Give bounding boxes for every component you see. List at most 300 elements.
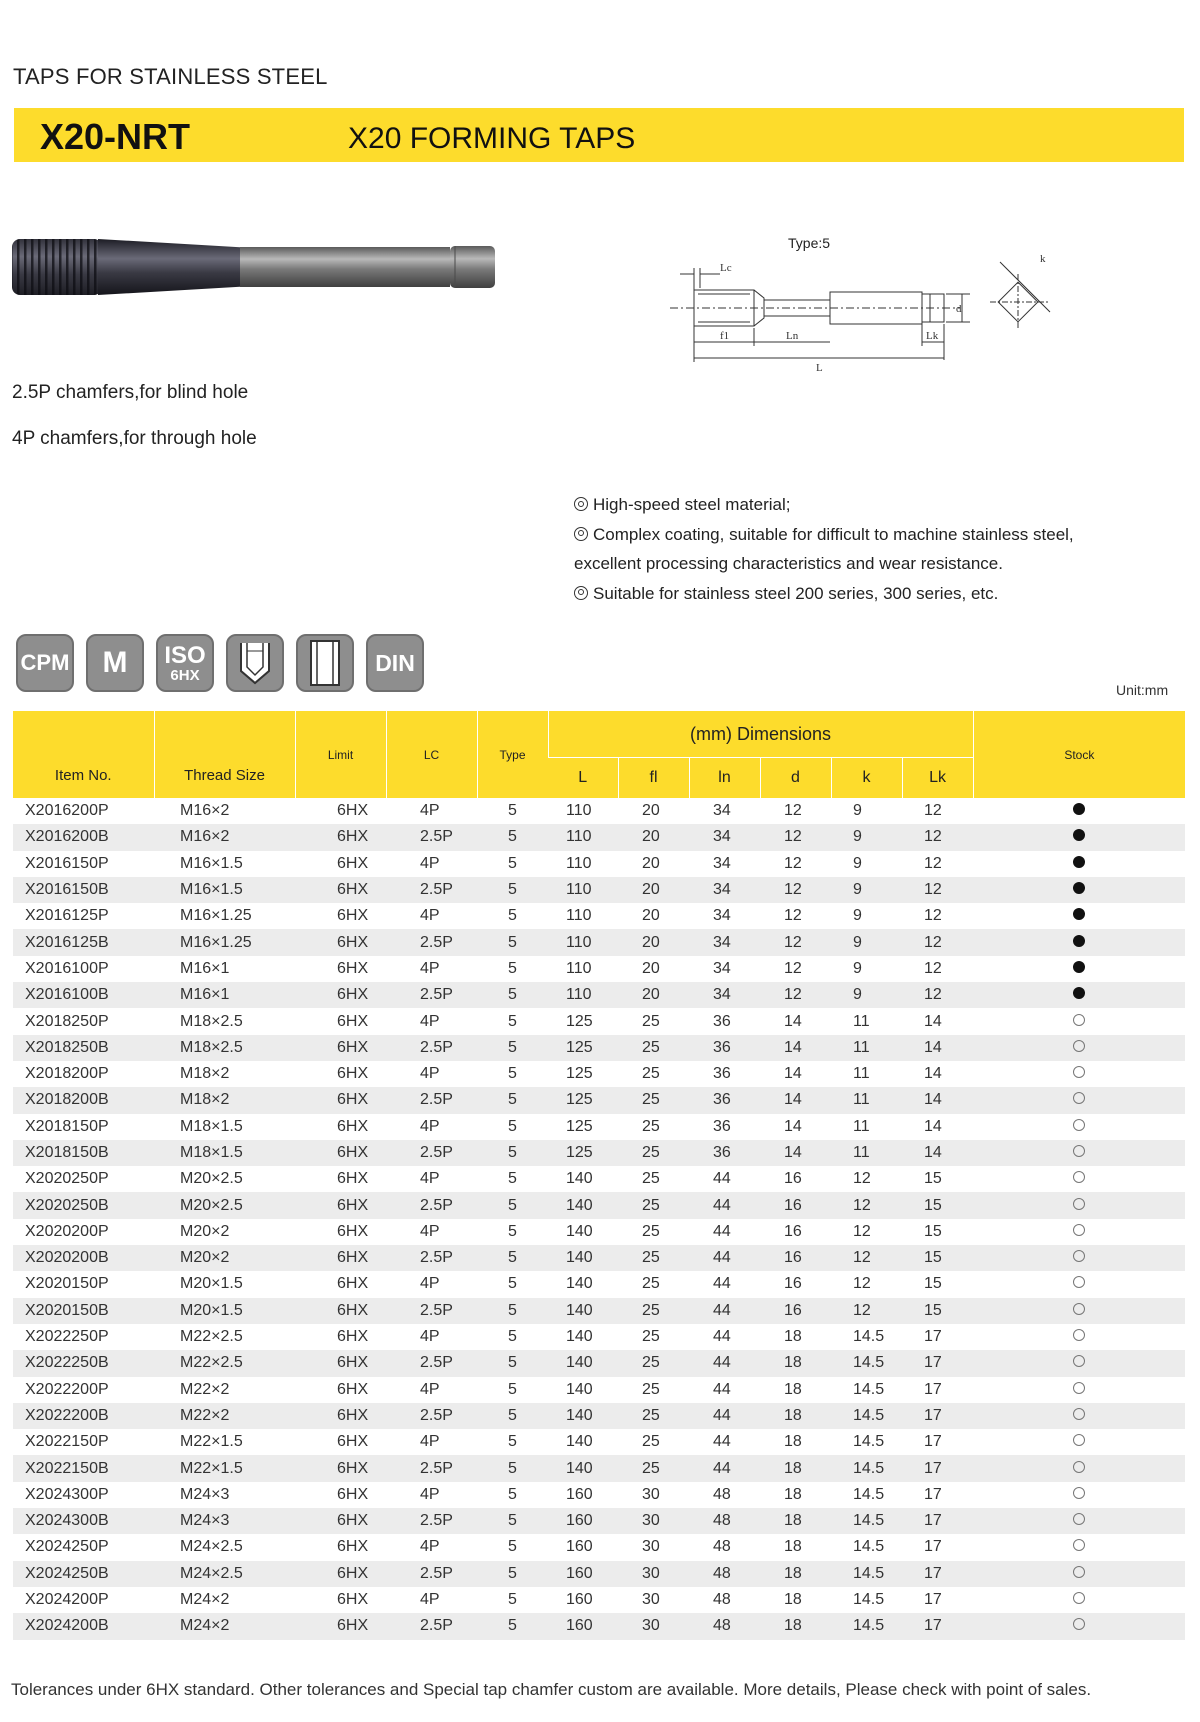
feature-text: High-speed steel material;	[593, 495, 791, 514]
cell-ln: 44	[713, 1222, 731, 1240]
out-of-stock-circle-icon	[1073, 1539, 1085, 1551]
col-d: d	[760, 758, 831, 799]
cell-d: 18	[760, 1455, 831, 1481]
cell-type: 5	[477, 929, 548, 955]
cell-lk: 12	[902, 877, 973, 903]
cell-limit: 6HX	[337, 1328, 369, 1346]
cell-k: 12	[853, 1222, 871, 1240]
cell-lk: 12	[924, 854, 942, 872]
cell-lc: 2.5P	[386, 1508, 477, 1534]
cell-lc: 4P	[420, 1117, 440, 1135]
out-of-stock-circle-icon	[1073, 1487, 1085, 1499]
cell-k: 9	[853, 802, 862, 820]
title-banner	[14, 108, 1184, 162]
out-of-stock-circle-icon	[1073, 1355, 1085, 1367]
cell-type: 5	[508, 854, 517, 872]
cell-fl: 30	[642, 1485, 660, 1503]
feature-text: Complex coating, suitable for difficult to machine stainless steel,	[593, 524, 1074, 544]
in-stock-dot-icon	[1073, 961, 1085, 973]
cell-limit: 6HX	[295, 1245, 386, 1271]
cell-d: 16	[784, 1275, 802, 1293]
cell-type: 5	[508, 959, 517, 977]
cell-type: 5	[477, 1561, 548, 1587]
in-stock-dot-icon	[1073, 882, 1085, 894]
cell-item-no: X2018250P	[25, 1012, 109, 1030]
cell-d: 16	[784, 1222, 802, 1240]
diagram-label-d: d	[956, 303, 962, 315]
in-stock-dot-icon	[1073, 856, 1085, 868]
cell-l: 140	[548, 1192, 618, 1218]
cell-type: 5	[508, 1117, 517, 1135]
cell-lc: 4P	[420, 1065, 440, 1083]
cell-limit: 6HX	[337, 1117, 369, 1135]
cell-ln: 44	[713, 1380, 731, 1398]
cell-item-no: X2016150P	[25, 854, 109, 872]
col-k: k	[831, 758, 902, 799]
table-row	[13, 1377, 1185, 1403]
cell-fl: 30	[618, 1561, 689, 1587]
cell-item-no: X2024300P	[25, 1485, 109, 1503]
cell-ln: 48	[713, 1538, 731, 1556]
cell-k: 14.5	[831, 1508, 902, 1534]
cell-fl: 25	[642, 1433, 660, 1451]
out-of-stock-circle-icon	[1073, 1250, 1085, 1262]
tap-dimension-diagram	[660, 238, 1090, 378]
cell-lk: 15	[924, 1275, 942, 1293]
cell-type: 5	[477, 1192, 548, 1218]
cell-ln: 36	[689, 1035, 760, 1061]
cell-l: 110	[548, 877, 618, 903]
cell-stock	[973, 1298, 1185, 1324]
cell-ln: 44	[689, 1455, 760, 1481]
cell-l: 140	[548, 1350, 618, 1376]
cell-fl: 25	[642, 1328, 660, 1346]
cell-d: 14	[760, 1035, 831, 1061]
in-stock-dot-icon	[1073, 829, 1085, 841]
cell-l: 160	[548, 1508, 618, 1534]
cell-item-no: X2024250B	[13, 1561, 154, 1587]
cell-stock	[973, 929, 1185, 955]
diagram-label-k: k	[1040, 253, 1046, 265]
diagram-label-f1: f1	[720, 330, 730, 342]
cell-k: 9	[853, 854, 862, 872]
cell-thread-size: M24×3	[154, 1508, 295, 1534]
cell-item-no: X2022150P	[25, 1433, 109, 1451]
cell-limit: 6HX	[295, 1613, 386, 1639]
cell-l: 125	[566, 1012, 593, 1030]
cell-type: 5	[477, 1035, 548, 1061]
cell-fl: 25	[618, 1087, 689, 1113]
table-row	[13, 1587, 1185, 1613]
table-row	[13, 1298, 1185, 1324]
cell-ln: 34	[713, 854, 731, 872]
cell-ln: 48	[713, 1591, 731, 1609]
cell-lk: 17	[924, 1433, 942, 1451]
cell-l: 140	[566, 1328, 593, 1346]
in-stock-dot-icon	[1073, 935, 1085, 947]
cell-type: 5	[477, 824, 548, 850]
cell-thread-size: M22×1.5	[154, 1455, 295, 1481]
cell-k: 14.5	[853, 1591, 885, 1609]
cell-lc: 2.5P	[386, 1403, 477, 1429]
col-stock: Stock	[973, 711, 1185, 798]
cell-item-no: X2016100P	[25, 959, 109, 977]
cell-d: 12	[760, 929, 831, 955]
col-thread-size: Thread Size	[154, 711, 295, 798]
cell-fl: 20	[642, 907, 660, 925]
cell-l: 110	[548, 929, 618, 955]
cell-type: 5	[477, 1350, 548, 1376]
cell-ln: 44	[689, 1403, 760, 1429]
cell-fl: 25	[618, 1350, 689, 1376]
cell-l: 125	[548, 1035, 618, 1061]
cell-type: 5	[477, 1613, 548, 1639]
cell-lk: 17	[902, 1350, 973, 1376]
cpm-badge: CPM	[16, 634, 74, 692]
cell-type: 5	[477, 1245, 548, 1271]
col-item-no: Item No.	[13, 711, 154, 798]
cell-thread-size: M16×2	[180, 802, 230, 820]
cell-l: 160	[548, 1561, 618, 1587]
cell-lk: 14	[924, 1117, 942, 1135]
table-row	[13, 1192, 1185, 1218]
cell-stock	[973, 1114, 1185, 1140]
out-of-stock-circle-icon	[1073, 1092, 1085, 1104]
cell-k: 11	[853, 1012, 870, 1030]
feature-item	[574, 520, 1114, 550]
din-badge: DIN	[366, 634, 424, 692]
cell-thread-size: M20×2.5	[180, 1170, 243, 1188]
cell-thread-size: M18×1.5	[154, 1140, 295, 1166]
cell-lk: 14	[902, 1087, 973, 1113]
cell-l: 140	[548, 1245, 618, 1271]
cell-stock	[973, 1429, 1185, 1455]
table-row	[13, 1350, 1185, 1376]
unit-label: Unit:mm	[1116, 682, 1169, 698]
cell-lk: 15	[902, 1192, 973, 1218]
cell-thread-size: M18×2.5	[154, 1035, 295, 1061]
bullet-circle-icon	[574, 586, 588, 600]
out-of-stock-circle-icon	[1073, 1303, 1085, 1315]
cell-item-no: X2016125B	[13, 929, 154, 955]
cell-item-no: X2022200P	[25, 1380, 109, 1398]
table-row	[13, 929, 1185, 955]
out-of-stock-circle-icon	[1073, 1066, 1085, 1078]
cell-lk: 17	[924, 1538, 942, 1556]
cell-limit: 6HX	[337, 1433, 369, 1451]
table-row	[13, 1166, 1185, 1192]
cell-stock	[973, 1534, 1185, 1560]
cell-stock	[973, 1008, 1185, 1034]
cell-limit: 6HX	[295, 1298, 386, 1324]
iso-6hx-badge	[156, 634, 214, 692]
cell-stock	[973, 1377, 1185, 1403]
cell-thread-size: M16×2	[154, 824, 295, 850]
cell-item-no: X2016200P	[25, 802, 109, 820]
cell-fl: 25	[642, 1012, 660, 1030]
out-of-stock-circle-icon	[1073, 1329, 1085, 1341]
cell-lc: 2.5P	[386, 1035, 477, 1061]
cell-lk: 17	[902, 1508, 973, 1534]
cell-d: 12	[760, 982, 831, 1008]
cell-lc: 4P	[420, 1538, 440, 1556]
cell-type: 5	[508, 802, 517, 820]
cell-stock	[973, 1403, 1185, 1429]
feature-item	[574, 490, 1114, 520]
table-row	[13, 903, 1185, 929]
cell-stock	[973, 1219, 1185, 1245]
cell-d: 18	[760, 1403, 831, 1429]
cell-item-no: X2016200B	[13, 824, 154, 850]
cell-l: 140	[566, 1380, 593, 1398]
cell-ln: 34	[713, 907, 731, 925]
cell-limit: 6HX	[295, 1350, 386, 1376]
cell-l: 110	[566, 907, 592, 925]
cell-thread-size: M16×1.5	[180, 854, 243, 872]
cell-item-no: X2020150P	[25, 1275, 109, 1293]
table-row	[13, 1061, 1185, 1087]
cell-stock	[973, 1613, 1185, 1639]
cell-lc: 2.5P	[386, 1140, 477, 1166]
out-of-stock-circle-icon	[1073, 1566, 1085, 1578]
table-row	[13, 877, 1185, 903]
cell-limit: 6HX	[337, 1380, 369, 1398]
cell-limit: 6HX	[337, 1222, 369, 1240]
cell-item-no: X2022250B	[13, 1350, 154, 1376]
blind-hole-icon	[226, 634, 284, 692]
out-of-stock-circle-icon	[1073, 1382, 1085, 1394]
cell-fl: 20	[642, 802, 660, 820]
bullet-circle-icon	[574, 497, 588, 511]
cell-l: 140	[566, 1170, 593, 1188]
feature-text: Suitable for stainless steel 200 series, 300 series, etc.	[593, 583, 999, 603]
cell-k: 14.5	[853, 1538, 885, 1556]
table-row	[13, 798, 1185, 824]
table-row	[13, 1534, 1185, 1560]
diagram-label-ln: Ln	[786, 330, 799, 342]
cell-thread-size: M16×1.25	[154, 929, 295, 955]
chamfer-note-through: 4P chamfers,for through hole	[12, 428, 257, 449]
cell-k: 11	[831, 1035, 902, 1061]
cell-limit: 6HX	[295, 1508, 386, 1534]
cell-lc: 4P	[420, 1328, 440, 1346]
cell-ln: 34	[689, 824, 760, 850]
cell-type: 5	[477, 1508, 548, 1534]
cell-ln: 34	[713, 802, 731, 820]
cell-d: 12	[784, 802, 802, 820]
cell-ln: 36	[713, 1065, 731, 1083]
out-of-stock-circle-icon	[1073, 1513, 1085, 1525]
cell-thread-size: M22×1.5	[180, 1433, 243, 1451]
cell-l: 160	[566, 1591, 593, 1609]
table-row	[13, 1008, 1185, 1034]
cell-type: 5	[508, 1012, 517, 1030]
cell-thread-size: M24×2	[180, 1591, 230, 1609]
cell-item-no: X2022250P	[25, 1328, 109, 1346]
cell-stock	[973, 956, 1185, 982]
cell-lk: 15	[902, 1298, 973, 1324]
cell-l: 110	[566, 854, 592, 872]
cell-fl: 30	[642, 1538, 660, 1556]
cell-thread-size: M20×2	[180, 1222, 230, 1240]
bullet-circle-icon	[574, 527, 588, 541]
cell-d: 18	[784, 1433, 802, 1451]
cell-fl: 25	[642, 1222, 660, 1240]
cell-stock	[973, 1035, 1185, 1061]
cell-ln: 34	[713, 959, 731, 977]
cell-fl: 25	[618, 1403, 689, 1429]
cell-limit: 6HX	[337, 1012, 369, 1030]
cell-k: 12	[831, 1192, 902, 1218]
cell-type: 5	[508, 1380, 517, 1398]
cell-lk: 17	[924, 1380, 942, 1398]
badge-row	[16, 634, 424, 692]
cell-stock	[973, 1482, 1185, 1508]
cell-item-no: X2018150B	[13, 1140, 154, 1166]
cell-lk: 12	[902, 929, 973, 955]
cell-stock	[973, 1245, 1185, 1271]
cell-limit: 6HX	[295, 1087, 386, 1113]
cell-l: 160	[566, 1538, 593, 1556]
cell-type: 5	[477, 1140, 548, 1166]
cell-stock	[973, 1271, 1185, 1297]
cell-l: 110	[548, 982, 618, 1008]
cell-lc: 2.5P	[386, 824, 477, 850]
metric-badge: M	[86, 634, 144, 692]
cell-lk: 14	[902, 1035, 973, 1061]
cell-fl: 25	[642, 1170, 660, 1188]
cell-lk: 14	[924, 1012, 942, 1030]
cell-stock	[973, 1455, 1185, 1481]
col-dimensions: (mm) Dimensions	[548, 711, 973, 758]
cell-fl: 25	[618, 1035, 689, 1061]
cell-thread-size: M16×1.25	[180, 907, 252, 925]
cell-stock	[973, 1192, 1185, 1218]
table-row	[13, 1140, 1185, 1166]
cell-thread-size: M22×2	[180, 1380, 230, 1398]
cell-d: 16	[760, 1298, 831, 1324]
cell-limit: 6HX	[295, 1192, 386, 1218]
cell-stock	[973, 1350, 1185, 1376]
cell-type: 5	[477, 1298, 548, 1324]
cell-item-no: X2020200B	[13, 1245, 154, 1271]
out-of-stock-circle-icon	[1073, 1618, 1085, 1630]
out-of-stock-circle-icon	[1073, 1461, 1085, 1473]
cell-stock	[973, 1140, 1185, 1166]
cell-ln: 44	[689, 1192, 760, 1218]
table-row	[13, 1035, 1185, 1061]
cell-lk: 17	[902, 1455, 973, 1481]
cell-d: 16	[784, 1170, 802, 1188]
cell-limit: 6HX	[337, 1170, 369, 1188]
cell-lc: 2.5P	[386, 1192, 477, 1218]
cell-fl: 25	[618, 1455, 689, 1481]
cell-l: 140	[566, 1275, 593, 1293]
cell-l: 140	[548, 1455, 618, 1481]
table-row	[13, 1455, 1185, 1481]
cell-item-no: X2018150P	[25, 1117, 109, 1135]
table-row	[13, 1271, 1185, 1297]
cell-lc: 2.5P	[386, 1455, 477, 1481]
cell-k: 12	[831, 1245, 902, 1271]
cell-ln: 44	[713, 1275, 731, 1293]
cell-k: 11	[853, 1117, 870, 1135]
cell-limit: 6HX	[337, 1065, 369, 1083]
cell-d: 12	[784, 854, 802, 872]
iso-badge-top: ISO	[164, 641, 206, 669]
cell-item-no: X2016100B	[13, 982, 154, 1008]
cell-thread-size: M22×2.5	[180, 1328, 243, 1346]
cell-d: 16	[760, 1245, 831, 1271]
cell-ln: 44	[689, 1245, 760, 1271]
cell-item-no: X2022200B	[13, 1403, 154, 1429]
cell-lk: 14	[902, 1140, 973, 1166]
cell-limit: 6HX	[337, 959, 369, 977]
cell-d: 14	[784, 1117, 802, 1135]
cell-thread-size: M24×3	[180, 1485, 230, 1503]
spec-table	[13, 711, 1185, 1640]
cell-limit: 6HX	[337, 854, 369, 872]
cell-type: 5	[508, 1065, 517, 1083]
table-row	[13, 824, 1185, 850]
in-stock-dot-icon	[1073, 908, 1085, 920]
cell-k: 11	[853, 1065, 870, 1083]
diagram-label-lk: Lk	[926, 330, 939, 342]
cell-type: 5	[508, 1170, 517, 1188]
model-name: X20-NRT	[40, 116, 191, 157]
cell-lk: 15	[902, 1245, 973, 1271]
cell-ln: 36	[689, 1140, 760, 1166]
cell-k: 14.5	[831, 1403, 902, 1429]
cell-fl: 25	[618, 1140, 689, 1166]
cell-lk: 15	[924, 1222, 942, 1240]
cell-item-no: X2020250B	[13, 1192, 154, 1218]
cell-lk: 12	[902, 982, 973, 1008]
cell-type: 5	[477, 877, 548, 903]
table-row	[13, 1219, 1185, 1245]
table-row	[13, 1324, 1185, 1350]
cell-ln: 44	[689, 1298, 760, 1324]
cell-thread-size: M22×2.5	[154, 1350, 295, 1376]
cell-d: 12	[760, 877, 831, 903]
out-of-stock-circle-icon	[1073, 1276, 1085, 1288]
cell-lk: 17	[924, 1591, 942, 1609]
category-title: TAPS FOR STAINLESS STEEL	[13, 64, 328, 89]
cell-lc: 2.5P	[386, 1298, 477, 1324]
table-row	[13, 1245, 1185, 1271]
cell-item-no: X2022150B	[13, 1455, 154, 1481]
cell-type: 5	[477, 982, 548, 1008]
cell-lc: 2.5P	[386, 1245, 477, 1271]
cell-d: 18	[784, 1380, 802, 1398]
cell-limit: 6HX	[295, 1140, 386, 1166]
cell-k: 9	[831, 929, 902, 955]
cell-k: 12	[853, 1275, 871, 1293]
cell-stock	[973, 903, 1185, 929]
cell-k: 14.5	[853, 1485, 885, 1503]
col-limit: Limit	[295, 711, 386, 798]
cell-type: 5	[508, 1222, 517, 1240]
cell-thread-size: M20×1.5	[180, 1275, 243, 1293]
cell-type: 5	[508, 1485, 517, 1503]
cell-stock	[973, 1587, 1185, 1613]
cell-item-no: X2018200P	[25, 1065, 109, 1083]
cell-fl: 25	[618, 1192, 689, 1218]
cell-fl: 25	[642, 1117, 660, 1135]
cell-item-no: X2016125P	[25, 907, 109, 925]
diagram-label-l: L	[816, 362, 823, 374]
cell-l: 110	[566, 959, 592, 977]
